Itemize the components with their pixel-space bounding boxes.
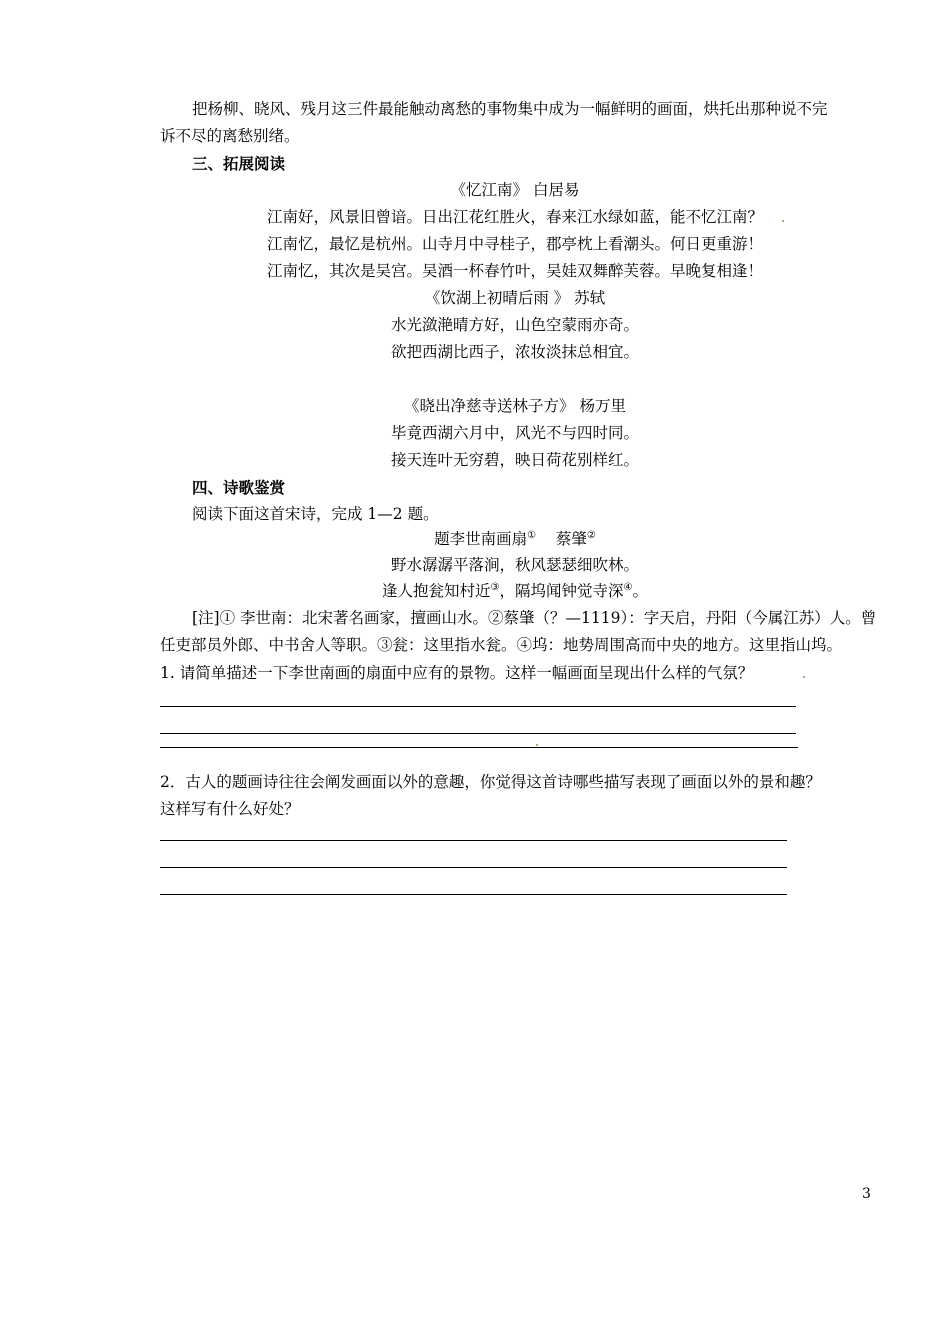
poem-line: 水光潋滟晴方好，山色空蒙雨亦奇。	[390, 316, 639, 334]
answer-line[interactable]	[160, 840, 787, 841]
poem-line: 江南忆，最忆是杭州。山寺月中寻桂子，郡亭枕上看潮头。何日更重游！	[266, 235, 763, 253]
answer-line[interactable]	[160, 706, 796, 707]
answer-line[interactable]	[160, 867, 787, 868]
intro-line-2: 诉不尽的离愁别绪。	[160, 127, 300, 145]
poem-line: 江南忆，其次是吴宫。吴酒一杯春竹叶，吴娃双舞醉芙蓉。早晚复相逢！	[266, 262, 763, 280]
poem-title-ti-li-shi-nan: 题李世南画扇① 蔡肇②	[434, 530, 596, 548]
poem-line: 接天连叶无穷碧，映日荷花别样红。	[390, 451, 639, 469]
poem-line: 欲把西湖比西子，浓妆淡抹总相宜。	[390, 343, 639, 361]
poem-line: 野水潺潺平落涧，秋风瑟瑟细吹林。	[390, 556, 639, 574]
answer-line[interactable]	[160, 894, 787, 895]
section-heading-poetry-appreciation: 四、诗歌鉴赏	[192, 478, 286, 497]
page-number: 3	[862, 1186, 871, 1202]
annotation-line-1: [注]① 李世南：北宋著名画家，擅画山水。②蔡肇（？—1119）：字天启，丹阳（今属江苏）人。曾	[192, 609, 877, 627]
answer-line[interactable]	[160, 733, 796, 734]
question-2-line-2: 这样写有什么好处？	[160, 800, 300, 818]
intro-line-1: 把杨柳、晓风、残月这三件最能触动离愁的事物集中成为一幅鲜明的画面，烘托出那种说不完	[192, 100, 828, 118]
decorative-dot	[536, 744, 538, 746]
poem-line: 江南好，风景旧曾谙。日出江花红胜火，春来江水绿如蓝，能不忆江南？	[266, 208, 763, 226]
answer-line[interactable]	[160, 747, 798, 748]
question-1: 1. 请简单描述一下李世南画的扇面中应有的景物。这样一幅画面呈现出什么样的气氛？	[160, 664, 754, 682]
poem-line: 毕竟西湖六月中，风光不与四时同。	[390, 424, 639, 442]
annotation-line-2: 任吏部员外郎、中书舍人等职。③瓮：这里指水瓮。④坞：地势周围高而中央的地方。这里指山坞。	[160, 636, 843, 654]
decorative-dot	[803, 676, 805, 678]
poem-title-yin-hu-shang: 《饮湖上初晴后雨 》 苏轼	[424, 289, 606, 307]
decorative-dot	[782, 220, 784, 222]
question-2-line-1: 2．古人的题画诗往往会阐发画面以外的意趣，你觉得这首诗哪些描写表现了画面以外的景和趣？	[160, 773, 821, 791]
reading-instruction: 阅读下面这首宋诗，完成 1—2 题。	[192, 505, 439, 523]
poem-line: 逢人抱瓮知村近③，隔坞闻钟觉寺深④。	[382, 582, 648, 600]
poem-title-yi-jiang-nan: 《忆江南》 白居易	[450, 181, 580, 199]
section-heading-extended-reading: 三、拓展阅读	[192, 154, 286, 173]
poem-title-xiao-chu-jing-ci-si: 《晓出净慈寺送林子方》 杨万里	[404, 397, 626, 415]
